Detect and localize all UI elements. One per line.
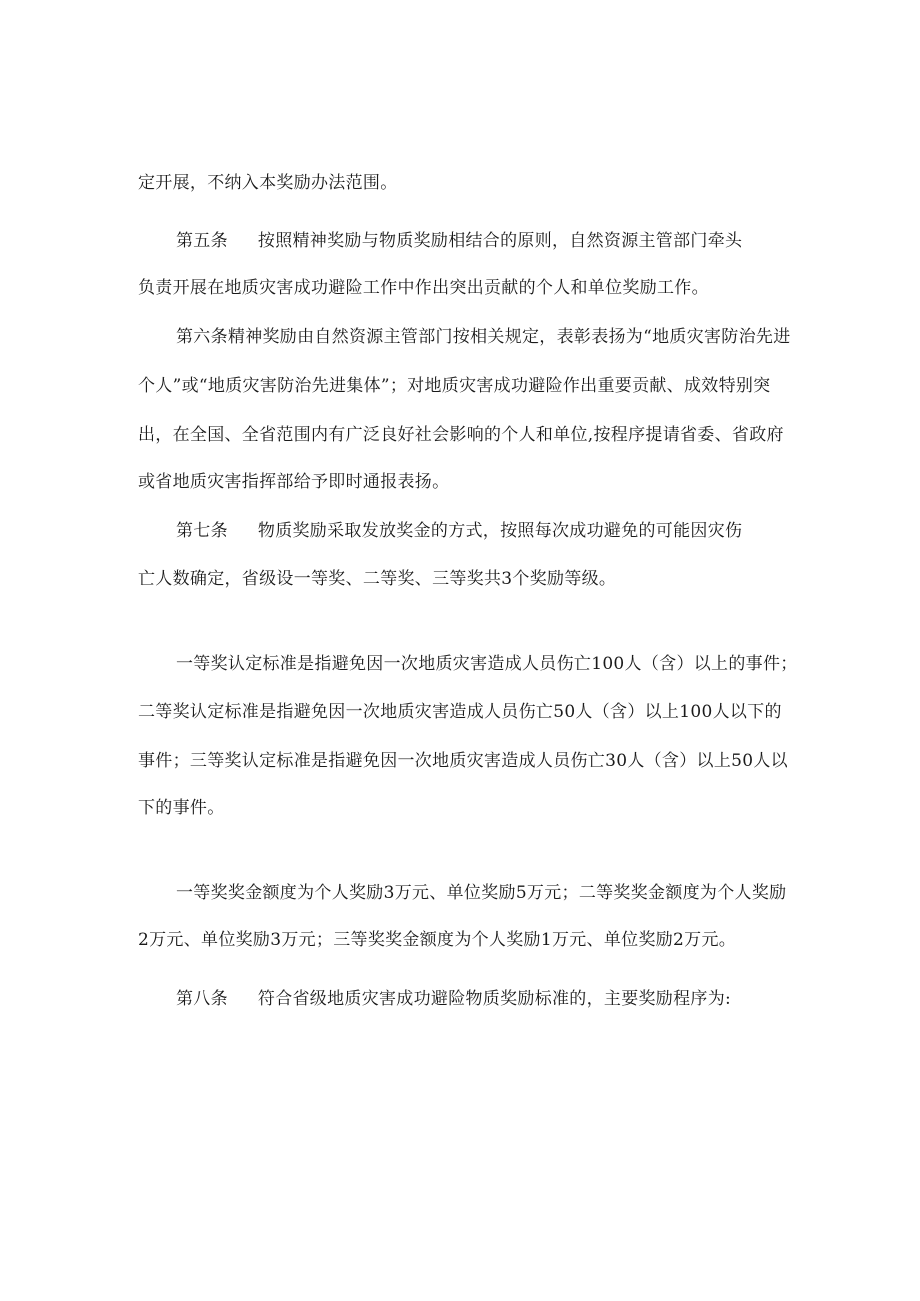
article-7-number: 第七条 — [176, 521, 228, 541]
award-standard-line-2: 二等奖认定标准是指避免因一次地质灾害造成人员伤亡50人（含）以上100人以下的 — [138, 702, 782, 722]
award-standard-line-3: 事件；三等奖认定标准是指避免因一次地质灾害造成人员伤亡30人（含）以上50人以 — [138, 751, 788, 771]
article-7-line-2: 亡人数确定，省级设一等奖、二等奖、三等奖共3个奖励等级。 — [138, 569, 617, 589]
article-6-line-1: 第六条精神奖励由自然资源主管部门按相关规定，表彰表扬为“地质灾害防治先进 — [176, 327, 791, 347]
article-8-heading — [176, 988, 731, 1010]
award-standard-line-4: 下的事件。 — [138, 798, 225, 818]
award-amount-line-2: 2万元、单位奖励3万元；三等奖奖金额度为个人奖励1万元、单位奖励2万元。 — [138, 930, 737, 950]
article-6-line-4: 或省地质灾害指挥部给予即时通报表扬。 — [138, 472, 450, 492]
article-5-heading — [176, 230, 742, 252]
article-8-text: 符合省级地质灾害成功避险物质奖励标准的，主要奖励程序为: — [257, 989, 732, 1009]
article-5-number: 第五条 — [176, 231, 228, 251]
paragraph-line-1: 定开展，不纳入本奖励办法范围。 — [138, 173, 398, 193]
award-standard-line-1: 一等奖认定标准是指避免因一次地质灾害造成人员伤亡100人（含）以上的事件； — [176, 654, 798, 674]
article-5-text: 按照精神奖励与物质奖励相结合的原则，自然资源主管部门牵头 — [257, 231, 743, 251]
article-7-text: 物质奖励采取发放奖金的方式，按照每次成功避免的可能因灾伤 — [257, 521, 743, 541]
article-6-line-2: 个人”或“地质灾害防治先进集体”；对地质灾害成功避险作出重要贡献、成效特别突 — [138, 376, 771, 396]
paragraph-line-2: 负责开展在地质灾害成功避险工作中作出突出贡献的个人和单位奖励工作。 — [138, 278, 709, 298]
article-8-number: 第八条 — [176, 989, 228, 1009]
article-6-line-3: 出，在全国、全省范围内有广泛良好社会影响的个人和单位,按程序提请省委、省政府 — [138, 425, 784, 445]
award-amount-line-1: 一等奖奖金额度为个人奖励3万元、单位奖励5万元；二等奖奖金额度为个人奖励 — [176, 883, 787, 903]
article-7-heading — [176, 520, 742, 542]
